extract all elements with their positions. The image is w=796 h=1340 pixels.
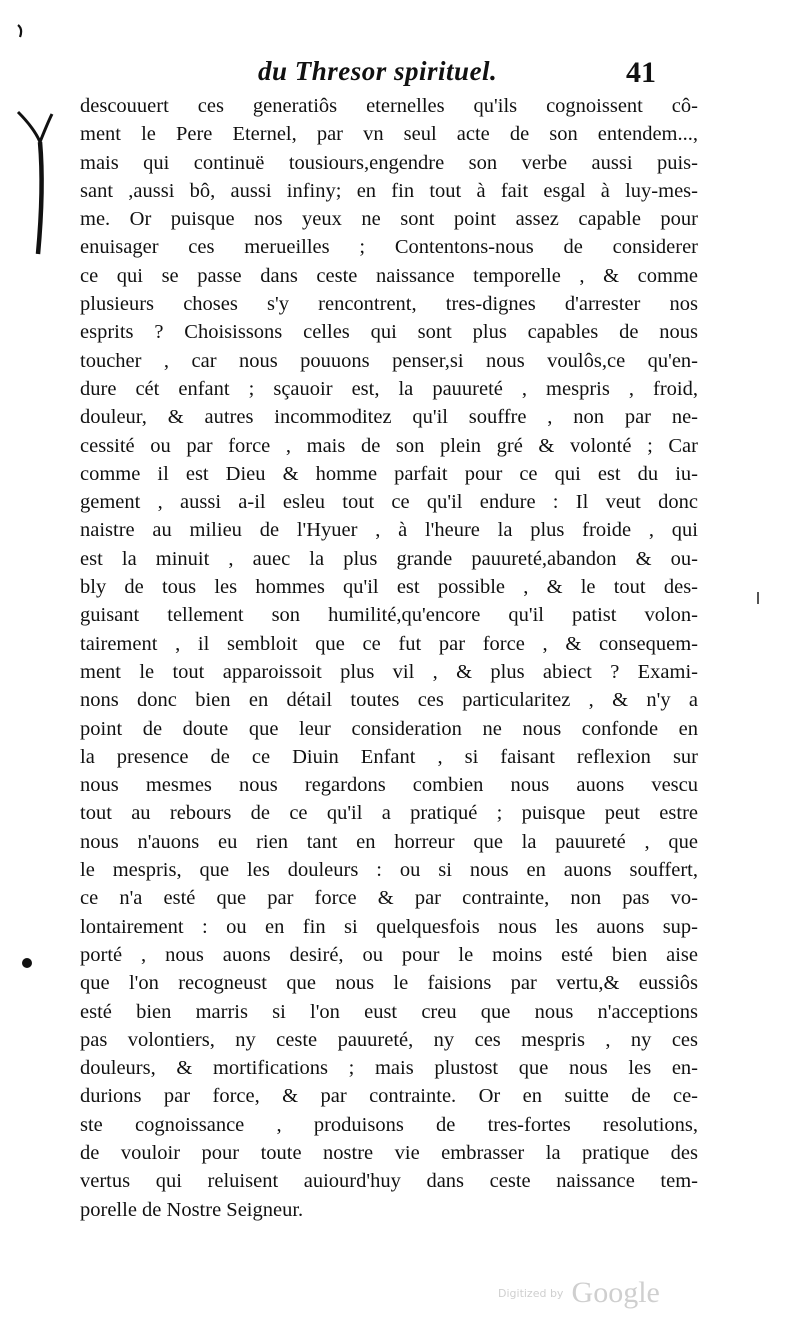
text-line: que l'on recogneust que nous le faisions par vertu,& eussiôs [80, 972, 698, 995]
text-line: enuisager ces merueilles ; Contentons-nous de considerer [80, 236, 698, 259]
text-line: de vouloir pour toute nostre vie embrasser la pratique des [80, 1141, 698, 1164]
text-line: pas volontiers, ny ceste pauureté, ny ces mespris , ny ces [80, 1028, 698, 1051]
text-line: guisant tellement son humilité,qu'encore qu'il patist volon- [80, 604, 698, 627]
text-line: mais qui continuë tousiours,engendre son verbe aussi puis- [80, 151, 698, 174]
corner-ink-mark [16, 24, 24, 38]
watermark-prefix: Digitized by [498, 1286, 564, 1300]
text-line: douleurs, & mortifications ; mais plustost que nous les en- [80, 1057, 698, 1080]
digitization-watermark [498, 1276, 660, 1310]
text-line: descouuert ces generatiôs eternelles qu'ils cognoissent cô- [80, 95, 698, 117]
text-line: ment le Pere Eternel, par vn seul acte de son entendem..., [80, 123, 698, 146]
text-line: durions par force, & par contrainte. Or en suitte de ce- [80, 1085, 698, 1108]
text-line: gement , aussi a-il esleu tout ce qu'il endure : Il veut donc [80, 491, 698, 514]
margin-dot-mark [22, 958, 32, 968]
text-line: plusieurs choses s'y rencontrent, tres-dignes d'arrester nos [80, 293, 698, 316]
text-line: toucher , car nous pouuons penser,si nous voulôs,ce qu'en- [80, 349, 698, 372]
text-line: vertus qui reluisent auiourd'huy dans ceste naissance tem- [80, 1170, 698, 1193]
text-line: ce qui se passe dans ceste naissance temporelle , & comme [80, 264, 698, 287]
text-line: la presence de ce Diuin Enfant , si faisant reflexion sur [80, 745, 698, 768]
text-line: bly de tous les hommes qu'il est possible , & le tout des- [80, 576, 698, 599]
text-line: douleur, & autres incommoditez qu'il souffre , non par ne- [80, 406, 698, 429]
margin-bracket-mark [14, 108, 54, 258]
text-line: nous n'auons eu rien tant en horreur que la pauureté , que [80, 830, 698, 853]
text-line: porté , nous auons desiré, ou pour le moins esté bien aise [80, 943, 698, 966]
text-line: nons donc bien en détail toutes ces particularitez , & n'y a [80, 689, 698, 712]
text-line: le mespris, que les douleurs : ou si nous en auons souffert, [80, 859, 698, 882]
text-line: est la minuit , auec la plus grande pauureté,abandon & ou- [80, 547, 698, 570]
text-line: naistre au milieu de l'Hyuer , à l'heure la plus froide , qui [80, 519, 698, 542]
text-line: nous mesmes nous regardons combien nous auons vescu [80, 774, 698, 797]
text-line: lontairement : ou en fin si quelquesfois nous les auons sup- [80, 915, 698, 938]
text-line: esté bien marris si l'on eust creu que nous n'acceptions [80, 1000, 698, 1023]
text-line: me. Or puisque nos yeux ne sont point assez capable pour [80, 208, 698, 231]
text-line: point de doute que leur consideration ne nous confonde en [80, 717, 698, 740]
text-line: ce n'a esté que par force & par contrainte, non pas vo- [80, 887, 698, 910]
text-line: sant ,aussi bô, aussi infiny; en fin tout à fait esgal à luy-mes- [80, 179, 698, 202]
text-line: tairement , il sembloit que ce fut par force , & consequem- [80, 632, 698, 655]
text-line-final: porelle de Nostre Seigneur. [80, 1198, 304, 1221]
text-line: cessité ou par force , mais de son plein gré & volonté ; Car [80, 434, 698, 457]
text-line: tout au rebours de ce qu'il a pratiqué ; puisque peut estre [80, 802, 698, 825]
running-head: du Thresor spirituel. [258, 56, 498, 86]
body-text [80, 92, 698, 1224]
watermark-brand: Google [571, 1276, 660, 1309]
margin-tick-mark [757, 592, 759, 604]
page-number: 41 [626, 56, 656, 89]
text-line: comme il est Dieu & homme parfait pour ce qui est du iu- [80, 462, 698, 485]
text-line: ment le tout apparoissoit plus vil , & plus abiect ? Exami- [80, 660, 698, 683]
text-line: ste cognoissance , produisons de tres-fortes resolutions, [80, 1113, 698, 1136]
text-line: dure cét enfant ; sçauoir est, la pauureté , mespris , froid, [80, 377, 698, 400]
text-line: esprits ? Choisissons celles qui sont plus capables de nous [80, 321, 698, 344]
